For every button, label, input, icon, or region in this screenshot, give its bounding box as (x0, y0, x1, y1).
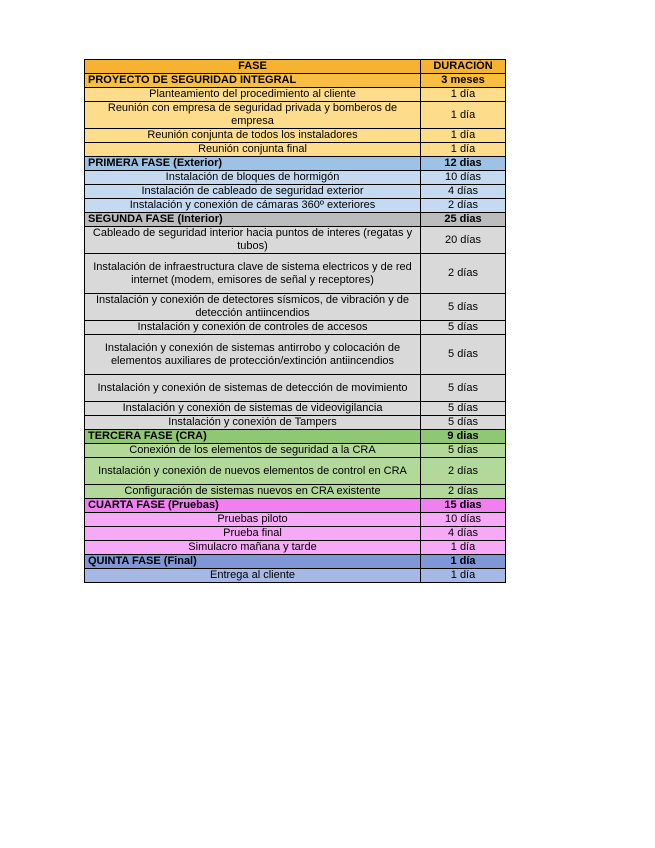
task-row (85, 569, 506, 583)
header-fase: FASE (85, 60, 421, 74)
task-row (85, 321, 506, 335)
task-row (85, 513, 506, 527)
task-row (85, 458, 506, 485)
task-row (85, 527, 506, 541)
task-row (85, 485, 506, 499)
task-duration: 5 días (421, 335, 506, 375)
task-row (85, 375, 506, 402)
task-duration: 20 días (421, 227, 506, 254)
task-duration: 2 días (421, 458, 506, 485)
phase-row (85, 499, 506, 513)
phase-row (85, 430, 506, 444)
task-duration: 1 día (421, 569, 506, 583)
phase-name: PROYECTO DE SEGURIDAD INTEGRAL (85, 74, 421, 88)
task-row (85, 227, 506, 254)
task-row (85, 185, 506, 199)
task-duration: 2 días (421, 199, 506, 213)
header-row (85, 60, 506, 74)
task-row (85, 294, 506, 321)
task-row (85, 335, 506, 375)
task-name: Cableado de seguridad interior hacia puntos de interes (regatas y tubos) (85, 227, 421, 254)
task-duration: 2 días (421, 254, 506, 294)
task-duration: 4 días (421, 185, 506, 199)
task-row (85, 402, 506, 416)
phase-duration: 9 dias (421, 430, 506, 444)
task-name: Simulacro mañana y tarde (85, 541, 421, 555)
phase-name: TERCERA FASE (CRA) (85, 430, 421, 444)
task-row (85, 171, 506, 185)
task-name: Reunión conjunta de todos los instaladores (85, 129, 421, 143)
task-name: Instalación y conexión de Tampers (85, 416, 421, 430)
phase-row (85, 157, 506, 171)
task-duration: 5 días (421, 416, 506, 430)
task-name: Instalación de infraestructura clave de sistema electricos y de red internet (modem, emisores de señal y receptores) (85, 254, 421, 294)
task-row (85, 143, 506, 157)
phase-duration: 15 dias (421, 499, 506, 513)
task-row (85, 199, 506, 213)
task-name: Pruebas piloto (85, 513, 421, 527)
phase-name: SEGUNDA FASE (Interior) (85, 213, 421, 227)
task-duration: 1 día (421, 143, 506, 157)
task-duration: 1 día (421, 541, 506, 555)
phase-name: CUARTA FASE (Pruebas) (85, 499, 421, 513)
task-name: Reunión con empresa de seguridad privada y bomberos de empresa (85, 102, 421, 129)
task-duration: 2 días (421, 485, 506, 499)
phase-name: QUINTA FASE (Final) (85, 555, 421, 569)
task-row (85, 254, 506, 294)
task-duration: 5 días (421, 402, 506, 416)
task-name: Conexión de los elementos de seguridad a la CRA (85, 444, 421, 458)
task-duration: 4 días (421, 527, 506, 541)
task-name: Planteamiento del procedimiento al cliente (85, 88, 421, 102)
phase-duration: 3 meses (421, 74, 506, 88)
task-duration: 1 día (421, 102, 506, 129)
task-duration: 10 días (421, 513, 506, 527)
phase-name: PRIMERA FASE (Exterior) (85, 157, 421, 171)
task-name: Instalación de bloques de hormigón (85, 171, 421, 185)
task-row (85, 416, 506, 430)
task-name: Configuración de sistemas nuevos en CRA existente (85, 485, 421, 499)
task-name: Prueba final (85, 527, 421, 541)
phase-row (85, 74, 506, 88)
task-name: Instalación y conexión de nuevos elementos de control en CRA (85, 458, 421, 485)
task-name: Reunión conjunta final (85, 143, 421, 157)
phase-duration: 25 dias (421, 213, 506, 227)
task-name: Entrega al cliente (85, 569, 421, 583)
task-duration: 5 días (421, 321, 506, 335)
task-duration: 10 días (421, 171, 506, 185)
task-duration: 5 días (421, 444, 506, 458)
task-name: Instalación y conexión de sistemas de detección de movimiento (85, 375, 421, 402)
phase-row (85, 555, 506, 569)
task-name: Instalación de cableado de seguridad exterior (85, 185, 421, 199)
task-duration: 5 días (421, 375, 506, 402)
schedule-body (85, 60, 506, 583)
task-name: Instalación y conexión de detectores sísmicos, de vibración y de detección antiincendios (85, 294, 421, 321)
task-row (85, 444, 506, 458)
task-duration: 1 día (421, 129, 506, 143)
task-name: Instalación y conexión de sistemas antirrobo y colocación de elementos auxiliares de protección/extinción antiincendios (85, 335, 421, 375)
schedule-table (84, 59, 506, 583)
task-row (85, 88, 506, 102)
phase-duration: 12 dias (421, 157, 506, 171)
phase-duration: 1 día (421, 555, 506, 569)
task-row (85, 102, 506, 129)
task-duration: 5 días (421, 294, 506, 321)
task-name: Instalación y conexión de sistemas de videovigilancia (85, 402, 421, 416)
task-name: Instalación y conexión de controles de accesos (85, 321, 421, 335)
task-duration: 1 día (421, 88, 506, 102)
task-row (85, 541, 506, 555)
task-row (85, 129, 506, 143)
header-duracion: DURACIÓN (421, 60, 506, 74)
phase-row (85, 213, 506, 227)
task-name: Instalación y conexión de cámaras 360º exteriores (85, 199, 421, 213)
